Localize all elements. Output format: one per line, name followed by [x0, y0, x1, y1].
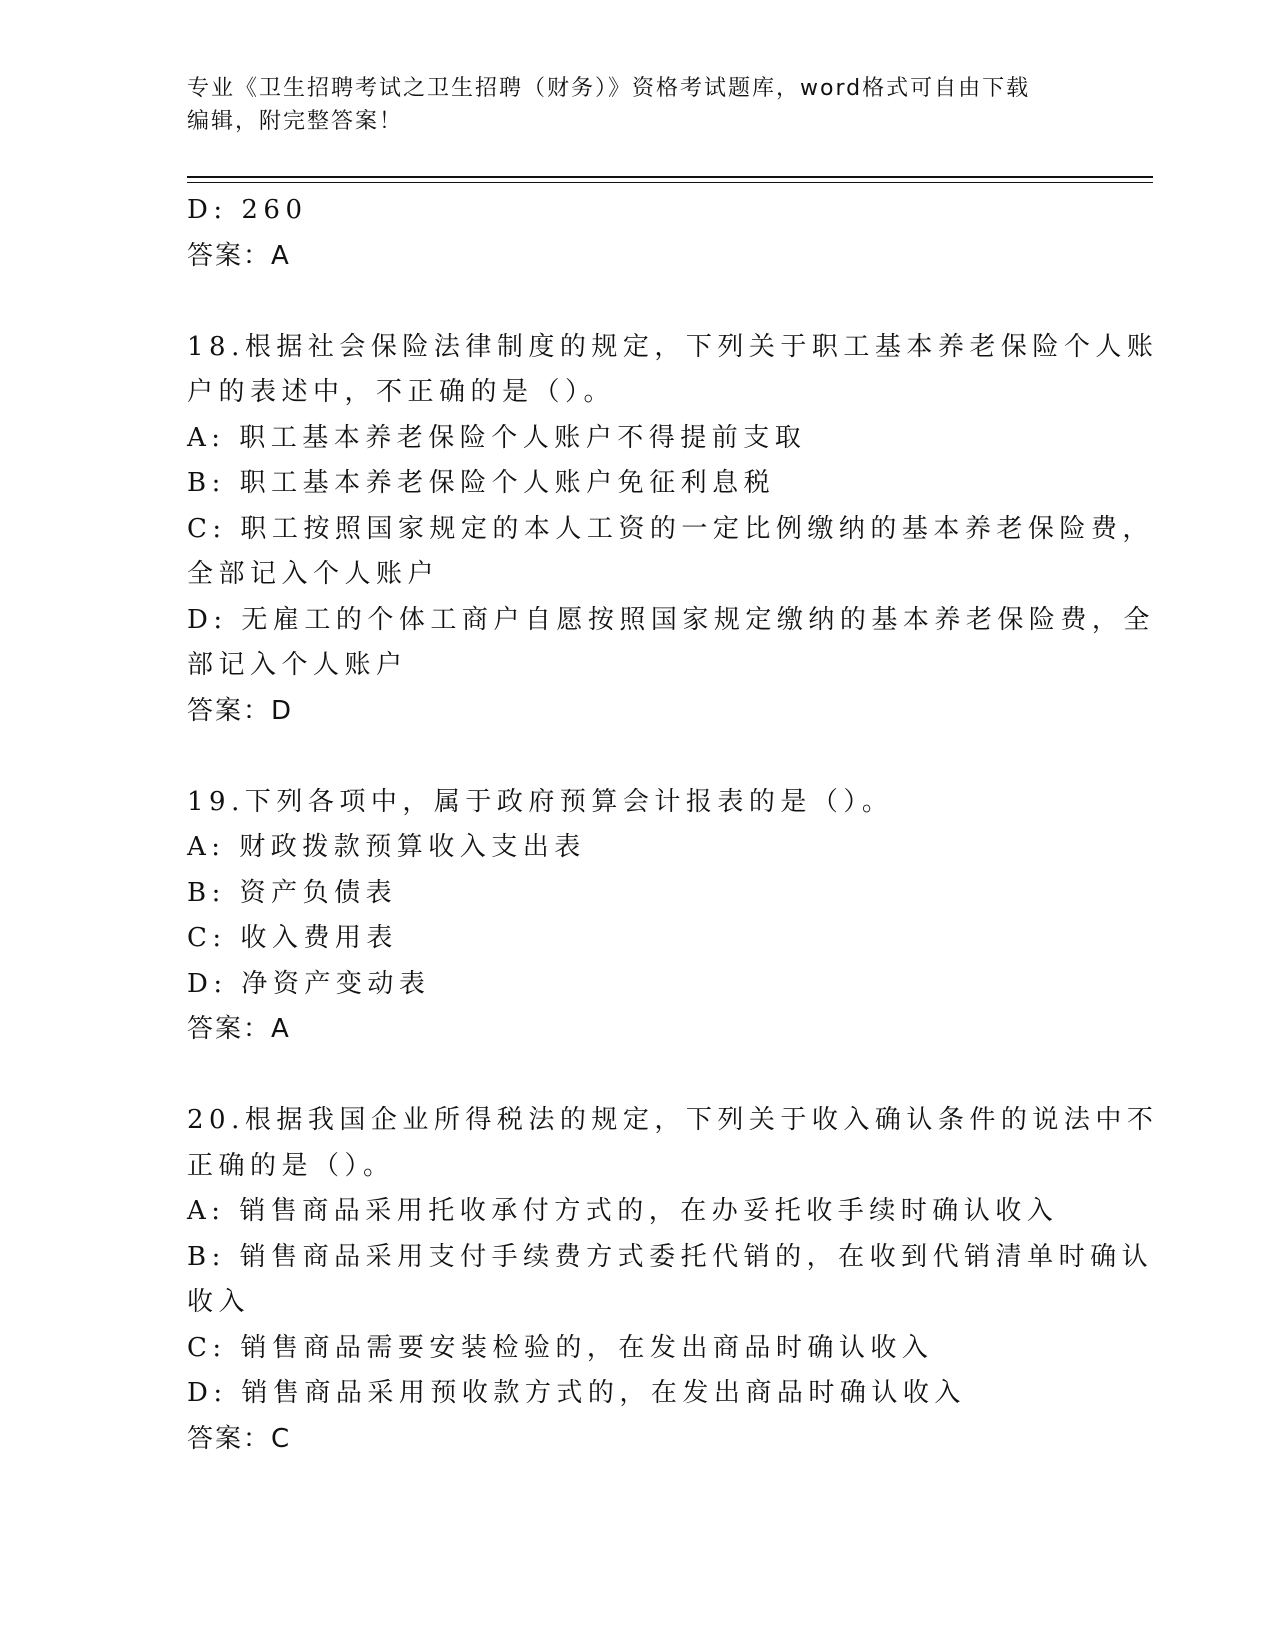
spacer [187, 734, 1087, 780]
option-c: C: 销售商品需要安装检验的，在发出商品时确认收入 [187, 1332, 934, 1363]
option-a: A: 职工基本养老保险个人账户不得提前支取 [187, 422, 807, 453]
spacer [187, 1053, 1087, 1099]
option-b: 收入 [187, 1287, 251, 1317]
question-content [187, 188, 1159, 1462]
option-d: D: 净资产变动表 [187, 968, 431, 999]
option-d: 部记入个人账户 [187, 650, 408, 680]
spacer [187, 279, 1087, 325]
question-stem: 19.下列各项中，属于政府预算会计报表的是（）。 [187, 786, 894, 817]
header-line-2: 编辑，附完整答案！ [187, 109, 404, 134]
option-c: C: 职工按照国家规定的本人工资的一定比例缴纳的基本养老保险费， [187, 513, 1154, 544]
answer-line: 答案：D [187, 695, 294, 726]
question-stem: 户的表述中，不正确的是（）。 [187, 377, 616, 407]
option-d: D: 销售商品采用预收款方式的，在发出商品时确认收入 [187, 1378, 966, 1408]
question-18 [187, 325, 1159, 735]
page-header [187, 72, 1067, 138]
option-b: B: 资产负债表 [187, 877, 398, 908]
option-d: D: 260 [187, 195, 308, 225]
option-a: A: 财政拨款预算收入支出表 [187, 832, 586, 862]
answer-line: 答案：A [187, 1014, 291, 1044]
question-stem: 正确的是（）。 [187, 1150, 395, 1181]
option-d: D: 无雇工的个体工商户自愿按照国家规定缴纳的基本养老保险费，全 [187, 604, 1155, 635]
previous-question-tail [187, 188, 1087, 279]
option-c: 全部记入个人账户 [187, 559, 440, 589]
header-rule-thick [187, 176, 1153, 178]
option-c: C: 收入费用表 [187, 923, 398, 953]
option-b: B: 职工基本养老保险个人账户免征利息税 [187, 468, 776, 498]
question-20 [187, 1098, 1159, 1462]
header-line-1: 专业《卫生招聘考试之卫生招聘（财务）》资格考试题库，word格式可自由下载 [187, 76, 1031, 101]
question-stem: 18.根据社会保险法律制度的规定，下列关于职工基本养老保险个人账 [187, 331, 1159, 362]
question-19 [187, 780, 1087, 1053]
question-stem: 20.根据我国企业所得税法的规定，下列关于收入确认条件的说法中不 [187, 1105, 1159, 1135]
answer-line: 答案：C [187, 1423, 292, 1454]
answer-line: 答案：A [187, 240, 291, 271]
option-b: B: 销售商品采用支付手续费方式委托代销的，在收到代销清单时确认 [187, 1241, 1154, 1272]
header-rule-thin [187, 182, 1153, 183]
option-a: A: 销售商品采用托收承付方式的，在办妥托收手续时确认收入 [187, 1196, 1059, 1226]
